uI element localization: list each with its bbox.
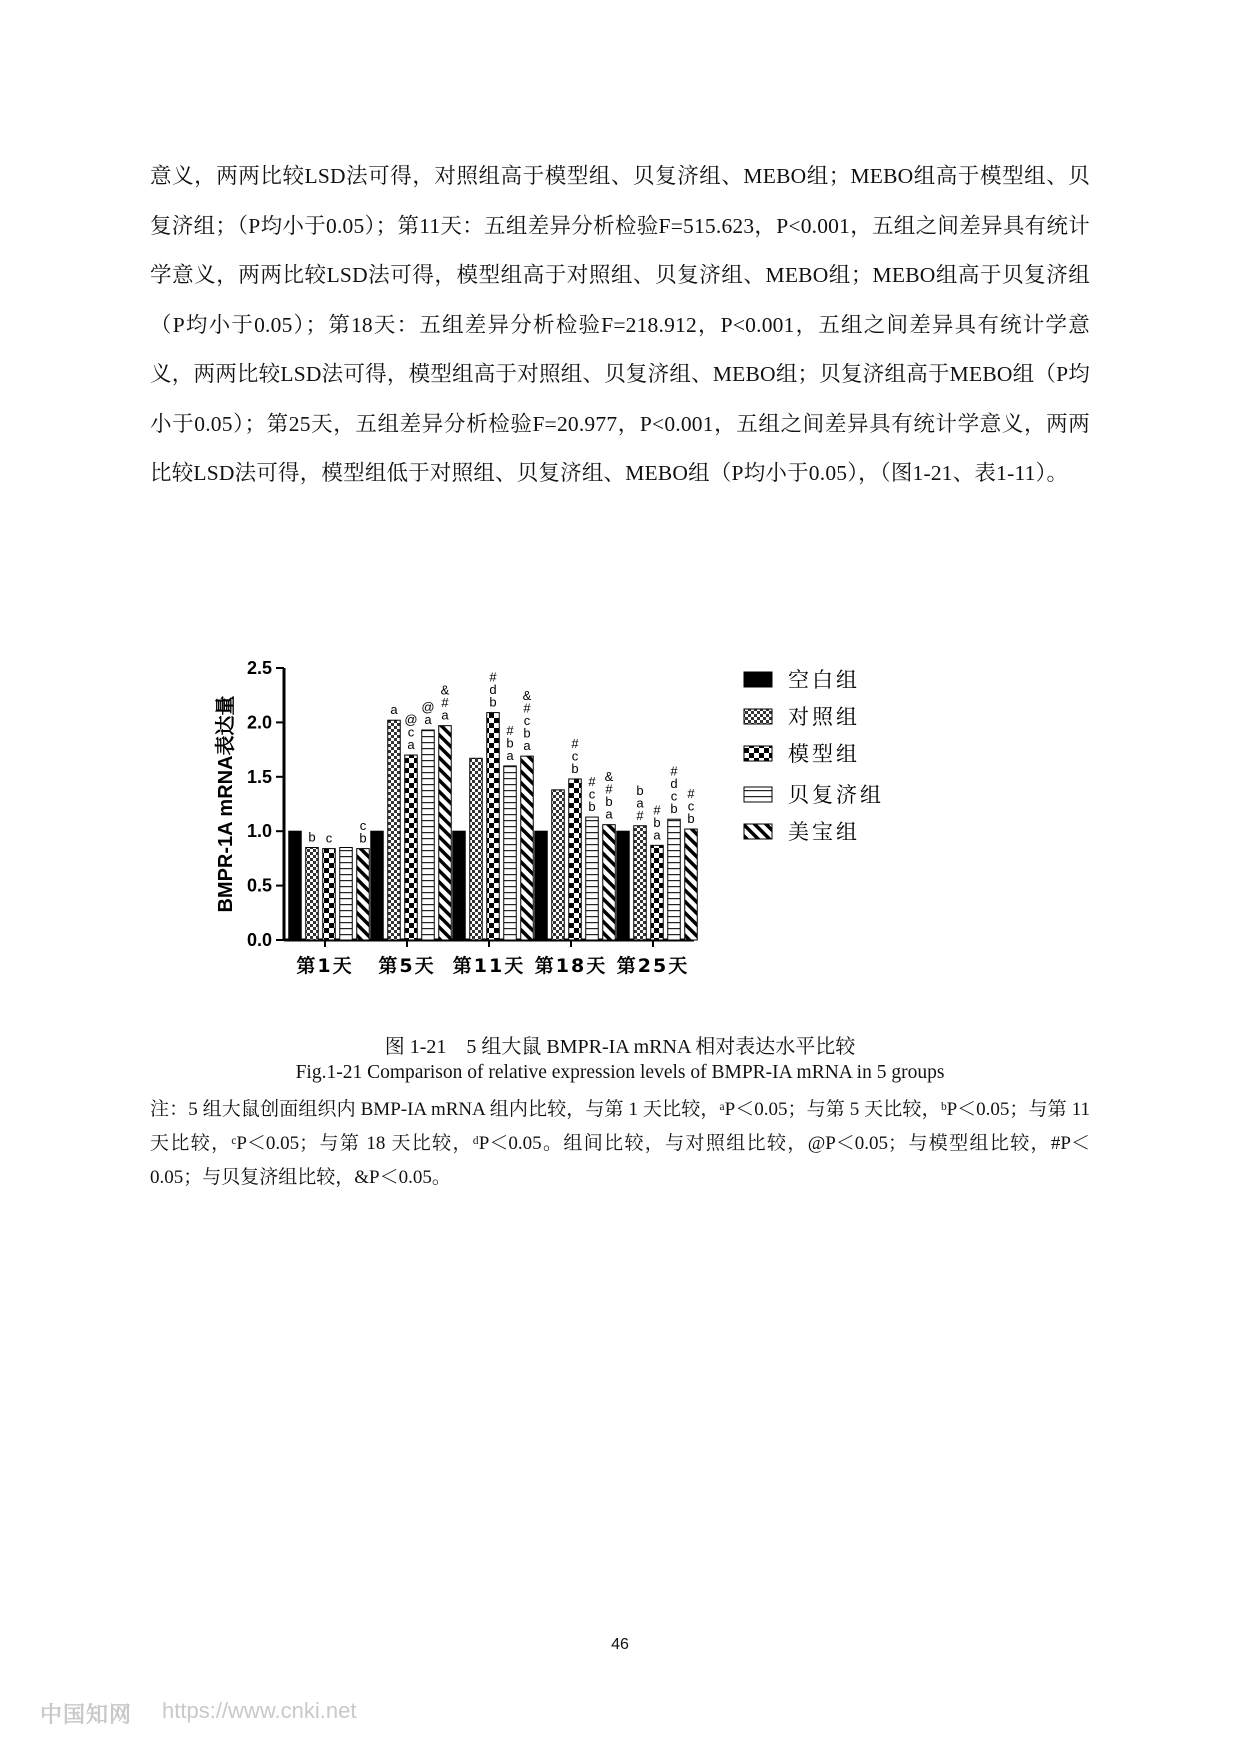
significance-label: a — [605, 806, 613, 822]
significance-label: a — [390, 702, 398, 718]
bar — [306, 848, 319, 940]
significance-label: b — [571, 760, 579, 776]
significance-label: & — [522, 688, 532, 704]
bar — [668, 819, 681, 940]
legend-label: 贝复济组 — [788, 783, 884, 807]
significance-label: a — [407, 737, 415, 753]
significance-label: c — [523, 713, 531, 729]
significance-label: b — [489, 694, 497, 710]
significance-label: c — [571, 748, 579, 764]
x-tick-label: 第11天 — [452, 955, 526, 977]
bar — [439, 726, 452, 940]
significance-label: # — [441, 695, 449, 711]
bar — [651, 845, 664, 940]
bar — [340, 848, 353, 940]
significance-label: d — [489, 682, 497, 698]
bar — [617, 831, 630, 940]
cnki-url: https://www.cnki.net — [162, 1698, 357, 1723]
significance-label: c — [407, 724, 415, 740]
y-tick-label: 0.0 — [246, 930, 272, 950]
significance-label: & — [604, 769, 614, 785]
cnki-watermark — [40, 1698, 356, 1729]
significance-label: @ — [404, 712, 418, 728]
legend-swatch — [744, 709, 772, 724]
significance-label: # — [636, 807, 644, 823]
legend-label: 空白组 — [788, 668, 860, 692]
bar — [357, 849, 370, 940]
significance-label: b — [636, 782, 644, 798]
significance-label: # — [489, 669, 497, 685]
bar — [521, 756, 534, 940]
x-tick-label: 第5天 — [378, 955, 436, 977]
significance-label: c — [325, 830, 333, 846]
significance-label: # — [653, 802, 661, 818]
bar — [634, 826, 647, 940]
legend-label: 美宝组 — [788, 820, 860, 844]
significance-label: a — [523, 738, 531, 754]
significance-label: # — [588, 774, 596, 790]
bar — [470, 758, 483, 940]
x-tick-label: 第18天 — [534, 955, 608, 977]
significance-label: c — [359, 818, 367, 834]
figure-note: 注：5 组大鼠创面组织内 BMP-IA mRNA 组内比较，与第 1 天比较，ᵃP＜0.05；与第 5 天比较，ᵇP＜0.05；与第 11 天比较，ᶜP＜0.05；与第 18 天比较，ᵈP＜0.05。组间比较，与对照组比较，@P＜0.05；与模型组比较，#P＜0.05；与贝复济组比较，&P＜0.05。 — [150, 1099, 1090, 1188]
significance-label: # — [605, 781, 613, 797]
bar — [586, 817, 599, 940]
cnki-logo-text: 中国知网 — [40, 1702, 133, 1727]
legend-swatch — [744, 746, 772, 761]
significance-label: b — [506, 735, 514, 751]
significance-label: d — [670, 776, 678, 792]
significance-label: a — [636, 795, 644, 811]
bar — [323, 849, 336, 940]
legend-swatch — [744, 787, 772, 802]
x-tick-label: 第1天 — [296, 955, 354, 977]
y-tick-label: 1.5 — [246, 766, 272, 787]
significance-label: b — [308, 829, 316, 845]
significance-label: b — [359, 830, 367, 846]
y-tick-label: 0.5 — [246, 875, 272, 896]
significance-label: & — [440, 682, 450, 698]
significance-label: # — [571, 735, 579, 751]
significance-label: c — [588, 786, 596, 802]
figure-caption-english: Fig.1-21 Comparison of relative expression levels of BMPR-IA mRNA in 5 groups — [295, 1062, 945, 1083]
page-number: 46 — [611, 1636, 629, 1653]
significance-label: a — [441, 707, 449, 723]
bar — [685, 829, 698, 940]
bar — [388, 720, 401, 940]
bar — [371, 831, 384, 940]
significance-label: @ — [421, 699, 435, 715]
significance-label: c — [687, 798, 695, 814]
significance-label: b — [670, 801, 678, 817]
bar — [487, 713, 500, 940]
significance-label: # — [506, 722, 514, 738]
y-tick-label: 1.0 — [246, 821, 272, 842]
bar — [603, 825, 616, 940]
significance-label: # — [687, 786, 695, 802]
significance-label: # — [523, 700, 531, 716]
legend-swatch — [744, 824, 772, 839]
significance-label: b — [605, 794, 613, 810]
y-tick-label: 2.0 — [246, 712, 272, 733]
legend-label: 模型组 — [788, 742, 860, 766]
legend-swatch — [744, 672, 772, 687]
significance-label: a — [506, 747, 514, 763]
x-tick-label: 第25天 — [616, 955, 690, 977]
bar-chart — [214, 648, 1014, 1018]
bar — [453, 831, 466, 940]
significance-label: b — [588, 799, 596, 815]
bar — [405, 755, 418, 940]
significance-label: c — [670, 788, 678, 804]
significance-label: b — [523, 725, 531, 741]
bar — [504, 766, 517, 940]
bar — [289, 831, 302, 940]
y-axis-title: BMPR-1A mRNA表达量 — [215, 695, 237, 913]
bar-chart-figure — [214, 648, 1014, 1018]
body-paragraph: 意义，两两比较LSD法可得，对照组高于模型组、贝复济组、MEBO组；MEBO组高于模型组、贝复济组；（P均小于0.05）；第11天：五组差异分析检验F=515.623，P<0.001，五组之间差异具有统计学意义，两两比较LSD法可得，模型组高于对照组、贝复济组、MEBO组；MEBO组高于贝复济组（P均小于0.05）；第18天：五组差异分析检验F=218.912，P<0.001，五组之间差异具有统计学意义，两两比较LSD法可得，模型组高于对照组、贝复济组、MEBO组；贝复济组高于MEBO组（P均小于0.05）；第25天，五组差异分析检验F=20.977，P<0.001，五组之间差异具有统计学意义，两两比较LSD法可得，模型组低于对照组、贝复济组、MEBO组（P均小于0.05），（图1-21、表1-11）。 — [150, 164, 1090, 485]
figure-caption-chinese: 图 1-21 5 组大鼠 BMPR-IA mRNA 相对表达水平比较 — [384, 1036, 856, 1058]
significance-label: a — [653, 827, 661, 843]
legend-label: 对照组 — [788, 705, 860, 729]
significance-label: b — [653, 814, 661, 830]
significance-label: b — [687, 811, 695, 827]
bar — [569, 779, 582, 940]
significance-label: # — [670, 763, 678, 779]
bar — [422, 730, 435, 940]
bar — [552, 790, 565, 940]
significance-label: a — [424, 712, 432, 728]
y-tick-label: 2.5 — [246, 658, 272, 678]
body-text — [150, 152, 1090, 499]
bar — [535, 831, 548, 940]
